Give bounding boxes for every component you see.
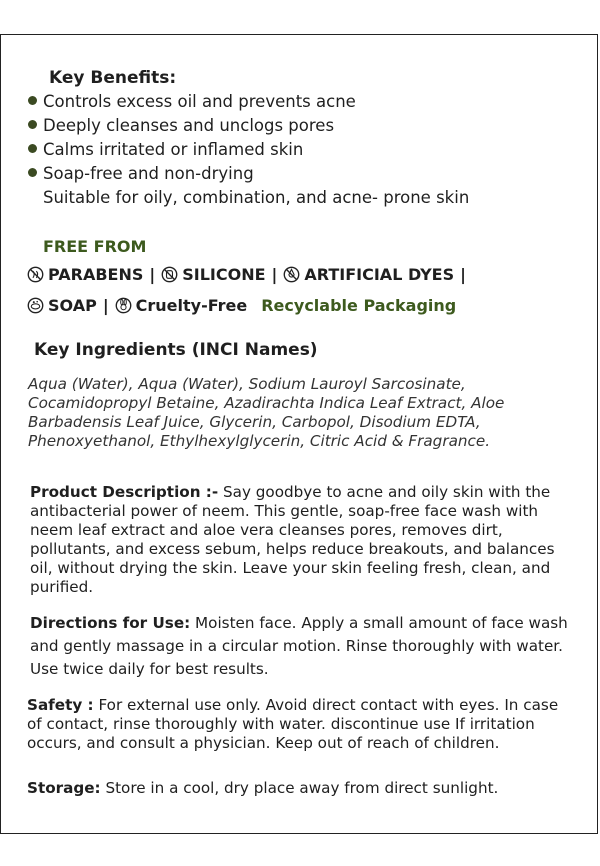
- ingredients-text: Aqua (Water), Aqua (Water), Sodium Lauroyl Sarcosinate, Cocamidopropyl Betaine, Azadirachta Indica Leaf Extract, Aloe Barbadensis Leaf Juice, Glycerin, Carbopol, Disodium EDTA, Phenoxyethanol, Ethylhexylglycerin, Citric Acid & Fragrance.: [28, 375, 505, 450]
- bullet-icon: [28, 96, 37, 105]
- no-dyes-icon: [283, 266, 300, 283]
- description-text: Say goodbye to acne and oily skin with the antibacterial power of neem. This gentle, soap-free face wash with neem leaf extract and aloe vera cleanses pores, removes dirt, pollutants, and excess sebum, helps reduce breakouts, and balances oil, without drying the skin. Leave your skin feeling fresh, clean, and purified.: [30, 483, 555, 596]
- list-item: Controls excess oil and prevents acne: [28, 90, 469, 114]
- directions: [30, 612, 575, 681]
- directions-text: Moisten face. Apply a small amount of face wash and gently massage in a circular motion. Rinse thoroughly with water. Use twice daily for best results.: [30, 614, 568, 678]
- no-silicone-icon: [161, 266, 178, 283]
- bullet-icon: [28, 168, 37, 177]
- list-item: Calms irritated or inflamed skin: [28, 138, 469, 162]
- safety-text: For external use only. Avoid direct contact with eyes. In case of contact, rinse thoroughly with water. discontinue use If irritation occurs, and consult a physician. Keep out of reach of children.: [27, 696, 559, 752]
- cruelty-free-icon: [115, 297, 132, 314]
- directions-label: Directions for Use:: [30, 614, 191, 632]
- no-parabens-icon: [27, 266, 44, 283]
- no-soap-icon: [27, 297, 44, 314]
- recyclable-packaging: Recyclable Packaging: [261, 296, 457, 315]
- free-from-row-1: PARABENS | SILICONE | ARTIFICIAL DYES |: [27, 265, 472, 284]
- safety: [27, 696, 577, 753]
- safety-label: Safety :: [27, 696, 94, 714]
- list-item: Soap-free and non-drying: [28, 162, 469, 186]
- key-benefits-title: Key Benefits:: [49, 68, 177, 88]
- free-from-row-2: SOAP | Cruelty-Free Recyclable Packaging: [27, 296, 456, 315]
- bullet-icon: [28, 120, 37, 129]
- list-item: Suitable for oily, combination, and acne- prone skin: [43, 188, 470, 207]
- free-from-title: FREE FROM: [43, 237, 147, 256]
- storage: [27, 779, 577, 798]
- product-description: [30, 483, 575, 597]
- benefits-list: [28, 90, 469, 210]
- bullet-icon: [28, 144, 37, 153]
- list-item: Deeply cleanses and unclogs pores: [28, 114, 469, 138]
- storage-label: Storage:: [27, 779, 101, 797]
- ingredients-title: Key Ingredients (INCI Names): [34, 340, 318, 360]
- description-label: Product Description :-: [30, 483, 219, 501]
- storage-text: Store in a cool, dry place away from direct sunlight.: [100, 779, 499, 797]
